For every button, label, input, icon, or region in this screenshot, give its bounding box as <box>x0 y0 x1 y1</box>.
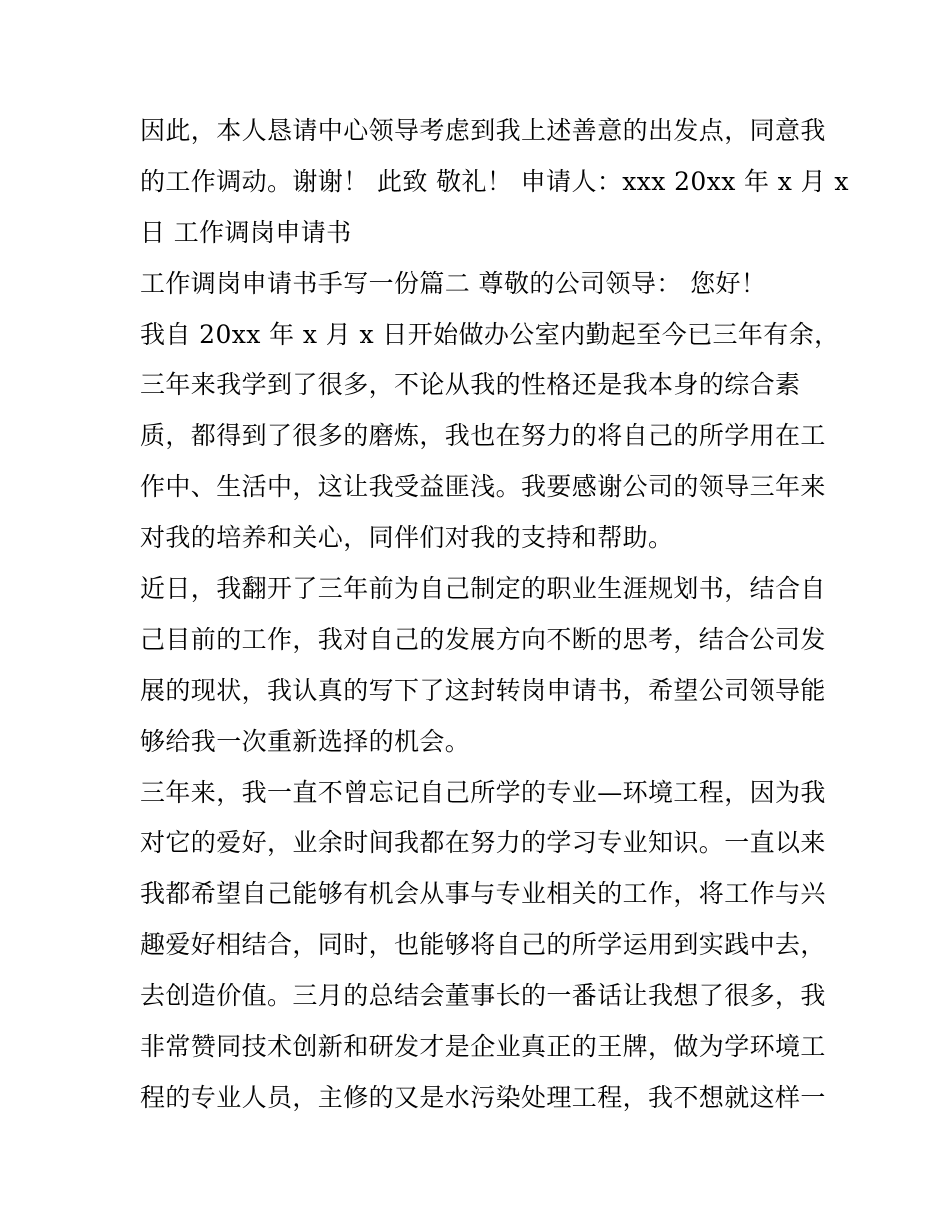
text-line: 趣爱好相结合，同时，也能够将自己的所学运用到实践中去， <box>140 930 826 960</box>
text-line: 程的专业人员，主修的又是水污染处理工程，我不想就这样一 <box>140 1082 826 1112</box>
text-line: 作中、生活中，这让我受益匪浅。我要感谢公司的领导三年来 <box>140 472 826 502</box>
text-line: 非常赞同技术创新和研发才是企业真正的王牌，做为学环境工 <box>140 1032 826 1062</box>
text-line: 去创造价值。三月的总结会董事长的一番话让我想了很多，我 <box>140 981 826 1011</box>
text-line: 己目前的工作，我对自己的发展方向不断的思考，结合公司发 <box>140 624 826 654</box>
text-line: 我自 20xx 年 x 月 x 日开始做办公室内勤起至今已三年有余， <box>140 319 840 349</box>
text-line: 日 工作调岗申请书 <box>140 217 352 247</box>
text-line: 的工作调动。谢谢！ 此致 敬礼！ 申请人：xxx 20xx 年 x 月 x <box>140 166 849 196</box>
text-line: 三年来，我一直不曾忘记自己所学的专业—环境工程，因为我 <box>140 777 826 807</box>
text-line: 近日，我翻开了三年前为自己制定的职业生涯规划书，结合自 <box>140 574 826 604</box>
text-line: 展的现状，我认真的写下了这封转岗申请书，希望公司领导能 <box>140 675 826 705</box>
document-body <box>140 106 849 1124</box>
text-line: 因此，本人恳请中心领导考虑到我上述善意的出发点，同意我 <box>140 116 826 145</box>
text-line: 质，都得到了很多的磨炼，我也在努力的将自己的所学用在工 <box>140 421 826 451</box>
text-line: 三年来我学到了很多，不论从我的性格还是我本身的综合素 <box>140 370 801 400</box>
text-line: 对我的培养和关心，同伴们对我的支持和帮助。 <box>140 523 674 553</box>
text-line: 工作调岗申请书手写一份篇二 尊敬的公司领导： 您好！ <box>140 268 767 298</box>
text-line: 我都希望自己能够有机会从事与专业相关的工作，将工作与兴 <box>140 879 826 909</box>
text-line: 对它的爱好，业余时间我都在努力的学习专业知识。一直以来 <box>140 828 826 858</box>
text-line: 够给我一次重新选择的机会。 <box>140 726 471 756</box>
